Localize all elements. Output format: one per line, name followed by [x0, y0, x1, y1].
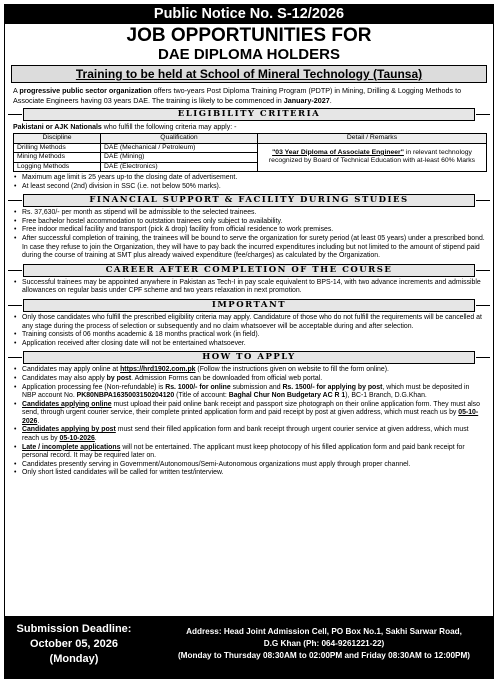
discipline-cell: Logging Methods: [14, 162, 101, 172]
public-notice-page: [4, 4, 494, 679]
training-venue-banner: Training to be held at School of Mineral Technology (Taunsa): [11, 65, 487, 83]
list-item: • Only those candidates who fulfill the prescribed eligibility criteria may apply. Candidature of those who do not fulfill the requirements will be cancelled at any stage during the process of selection or subsequently and no claim whatsoever will be acceptable during and after selection.: [13, 314, 485, 331]
important-heading: IMPORTANT: [23, 299, 475, 312]
eligibility-heading: ELIGIBILITY CRITERIA: [23, 108, 475, 121]
financial-bullets: [13, 209, 485, 261]
qualification-cell: DAE (Mining): [101, 153, 258, 163]
column-header: Qualification: [101, 134, 258, 144]
list-item: • Training consists of 06 months academic & 18 months practical work (in field).: [13, 331, 485, 340]
list-item: • Free indoor medical facility and transport (pick & drop) facility from official residence to work premises.: [13, 226, 485, 235]
list-item: • Candidates applying by post must send their filled application form and bank receipt through urgent courier service at given address, which must reach us by 05-10-2026.: [13, 426, 485, 443]
notice-number: Public Notice No. S-12/2026: [5, 5, 493, 24]
intro-paragraph: A progressive public sector organization offers two-years Post Diploma Training Program (PDTP) in Mining, Drilling & Logging Methods to Associate Engineers having 03 years DAE. The training is likely to be commenced in January-2027.: [13, 86, 462, 105]
column-header: Discipline: [14, 134, 101, 144]
eligibility-lead: Pakistani or AJK Nationals who fulfill the following criteria may apply: -: [13, 124, 237, 131]
list-item: • Only short listed candidates will be called for written test/interview.: [13, 469, 485, 478]
sub-headline: DAE DIPLOMA HOLDERS: [158, 46, 340, 63]
career-heading: CAREER AFTER COMPLETION OF THE COURSE: [23, 264, 475, 277]
list-item: • Application processing fee (Non-refundable) is Rs. 1000/- for online submission and Rs. 1500/- for applying by post, which must be deposited in NBP account No. PK80NBPA1635003150204120 (Title of account: Baghal Chur Non Budgetary AC R 1), BC-1 Branch, D.G.Khan.: [13, 384, 485, 401]
list-item: • At least second (2nd) division in SSC (i.e. not below 50% marks).: [13, 183, 485, 192]
eligibility-bullets: [13, 174, 485, 191]
list-item: • Candidates presently serving in Government/Autonomous/Semi-Autonomous organizations must apply through proper channel.: [13, 461, 485, 470]
list-item: • Candidates applying online must upload their paid online bank receipt and passport size photograph on their online application form. They must also send, through urgent courier service, their complete printed application form and paid receipt by post at given address, which must reach us by 05-10-2026.: [13, 401, 485, 427]
list-item: • Application received after closing date will not be entertained whatsoever.: [13, 340, 485, 349]
list-item: • Late / incomplete applications will not be entertained. The applicant must keep photocopy of his filled application form and paid bank receipt for personal record. It may be required later on.: [13, 444, 485, 461]
qualification-cell: DAE (Electronics): [101, 162, 258, 172]
footer-bar: [5, 616, 493, 678]
eligibility-table: [13, 133, 487, 172]
discipline-cell: Mining Methods: [14, 153, 101, 163]
apply-bullets: [13, 366, 485, 478]
list-item: • Maximum age limit is 25 years up-to the closing date of advertisement.: [13, 174, 485, 183]
how-to-apply-heading: HOW TO APPLY: [23, 351, 475, 364]
financial-heading: FINANCIAL SUPPORT & FACILITY DURING STUDIES: [23, 194, 475, 207]
list-item: • Candidates may also apply by post. Admission Forms can be downloaded from official web portal.: [13, 375, 485, 384]
column-header: Detail / Remarks: [258, 134, 487, 144]
list-item: • Candidates may apply online at https://hrd1902.com.pk (Follow the instructions given on website to fill the form online).: [13, 366, 485, 375]
list-item: • Rs. 37,630/- per month as stipend will be admissible to the selected trainees.: [13, 209, 485, 218]
remarks-cell: "03 Year Diploma of Associate Engineer" in relevant technology recognized by Board of Technical Education with at-least 60% Marks: [258, 143, 487, 172]
contact-address: Address: Head Joint Admission Cell, PO Box No.1, Sakhi Sarwar Road, D.G Khan (Ph: 064-9261221-22) (Monday to Thursday 08:30AM to 02:00PM and Friday 08:30AM to 12:00PM): [177, 627, 471, 660]
important-bullets: [13, 314, 485, 348]
list-item: • Free bachelor hostel accommodation to outstation trainees only subject to availability.: [13, 218, 485, 227]
submission-deadline: Submission Deadline: October 05, 2026 (Monday): [16, 623, 132, 665]
list-item: • After successful completion of training, the trainees will be bound to serve the organization for surety period (at least 05 years) under a prescribed bond. In case they refuse to join the Organization, they will have to pay back the incurred expenditures including but not limited to the amount of stipend paid during the course of training at SMT plus already waived expenditure (fee/charges) as calculated by the Organization.: [13, 235, 485, 261]
list-item: • Successful trainees may be appointed anywhere in Pakistan as Tech-I in pay scale equivalent to BPS-14, with two advance increments and admissible allowances on regular basis under CPF scheme and two years relaxation in next promotion.: [13, 279, 485, 296]
career-bullets: [13, 279, 485, 296]
table-row: [14, 143, 487, 153]
application-website-link[interactable]: https://hrd1902.com.pk: [120, 366, 196, 374]
headline: JOB OPPORTUNITIES FOR: [126, 25, 372, 46]
discipline-cell: Drilling Methods: [14, 143, 101, 153]
qualification-cell: DAE (Mechanical / Petroleum): [101, 143, 258, 153]
bank-account-number: PK80NBPA1635003150204120: [76, 392, 175, 400]
